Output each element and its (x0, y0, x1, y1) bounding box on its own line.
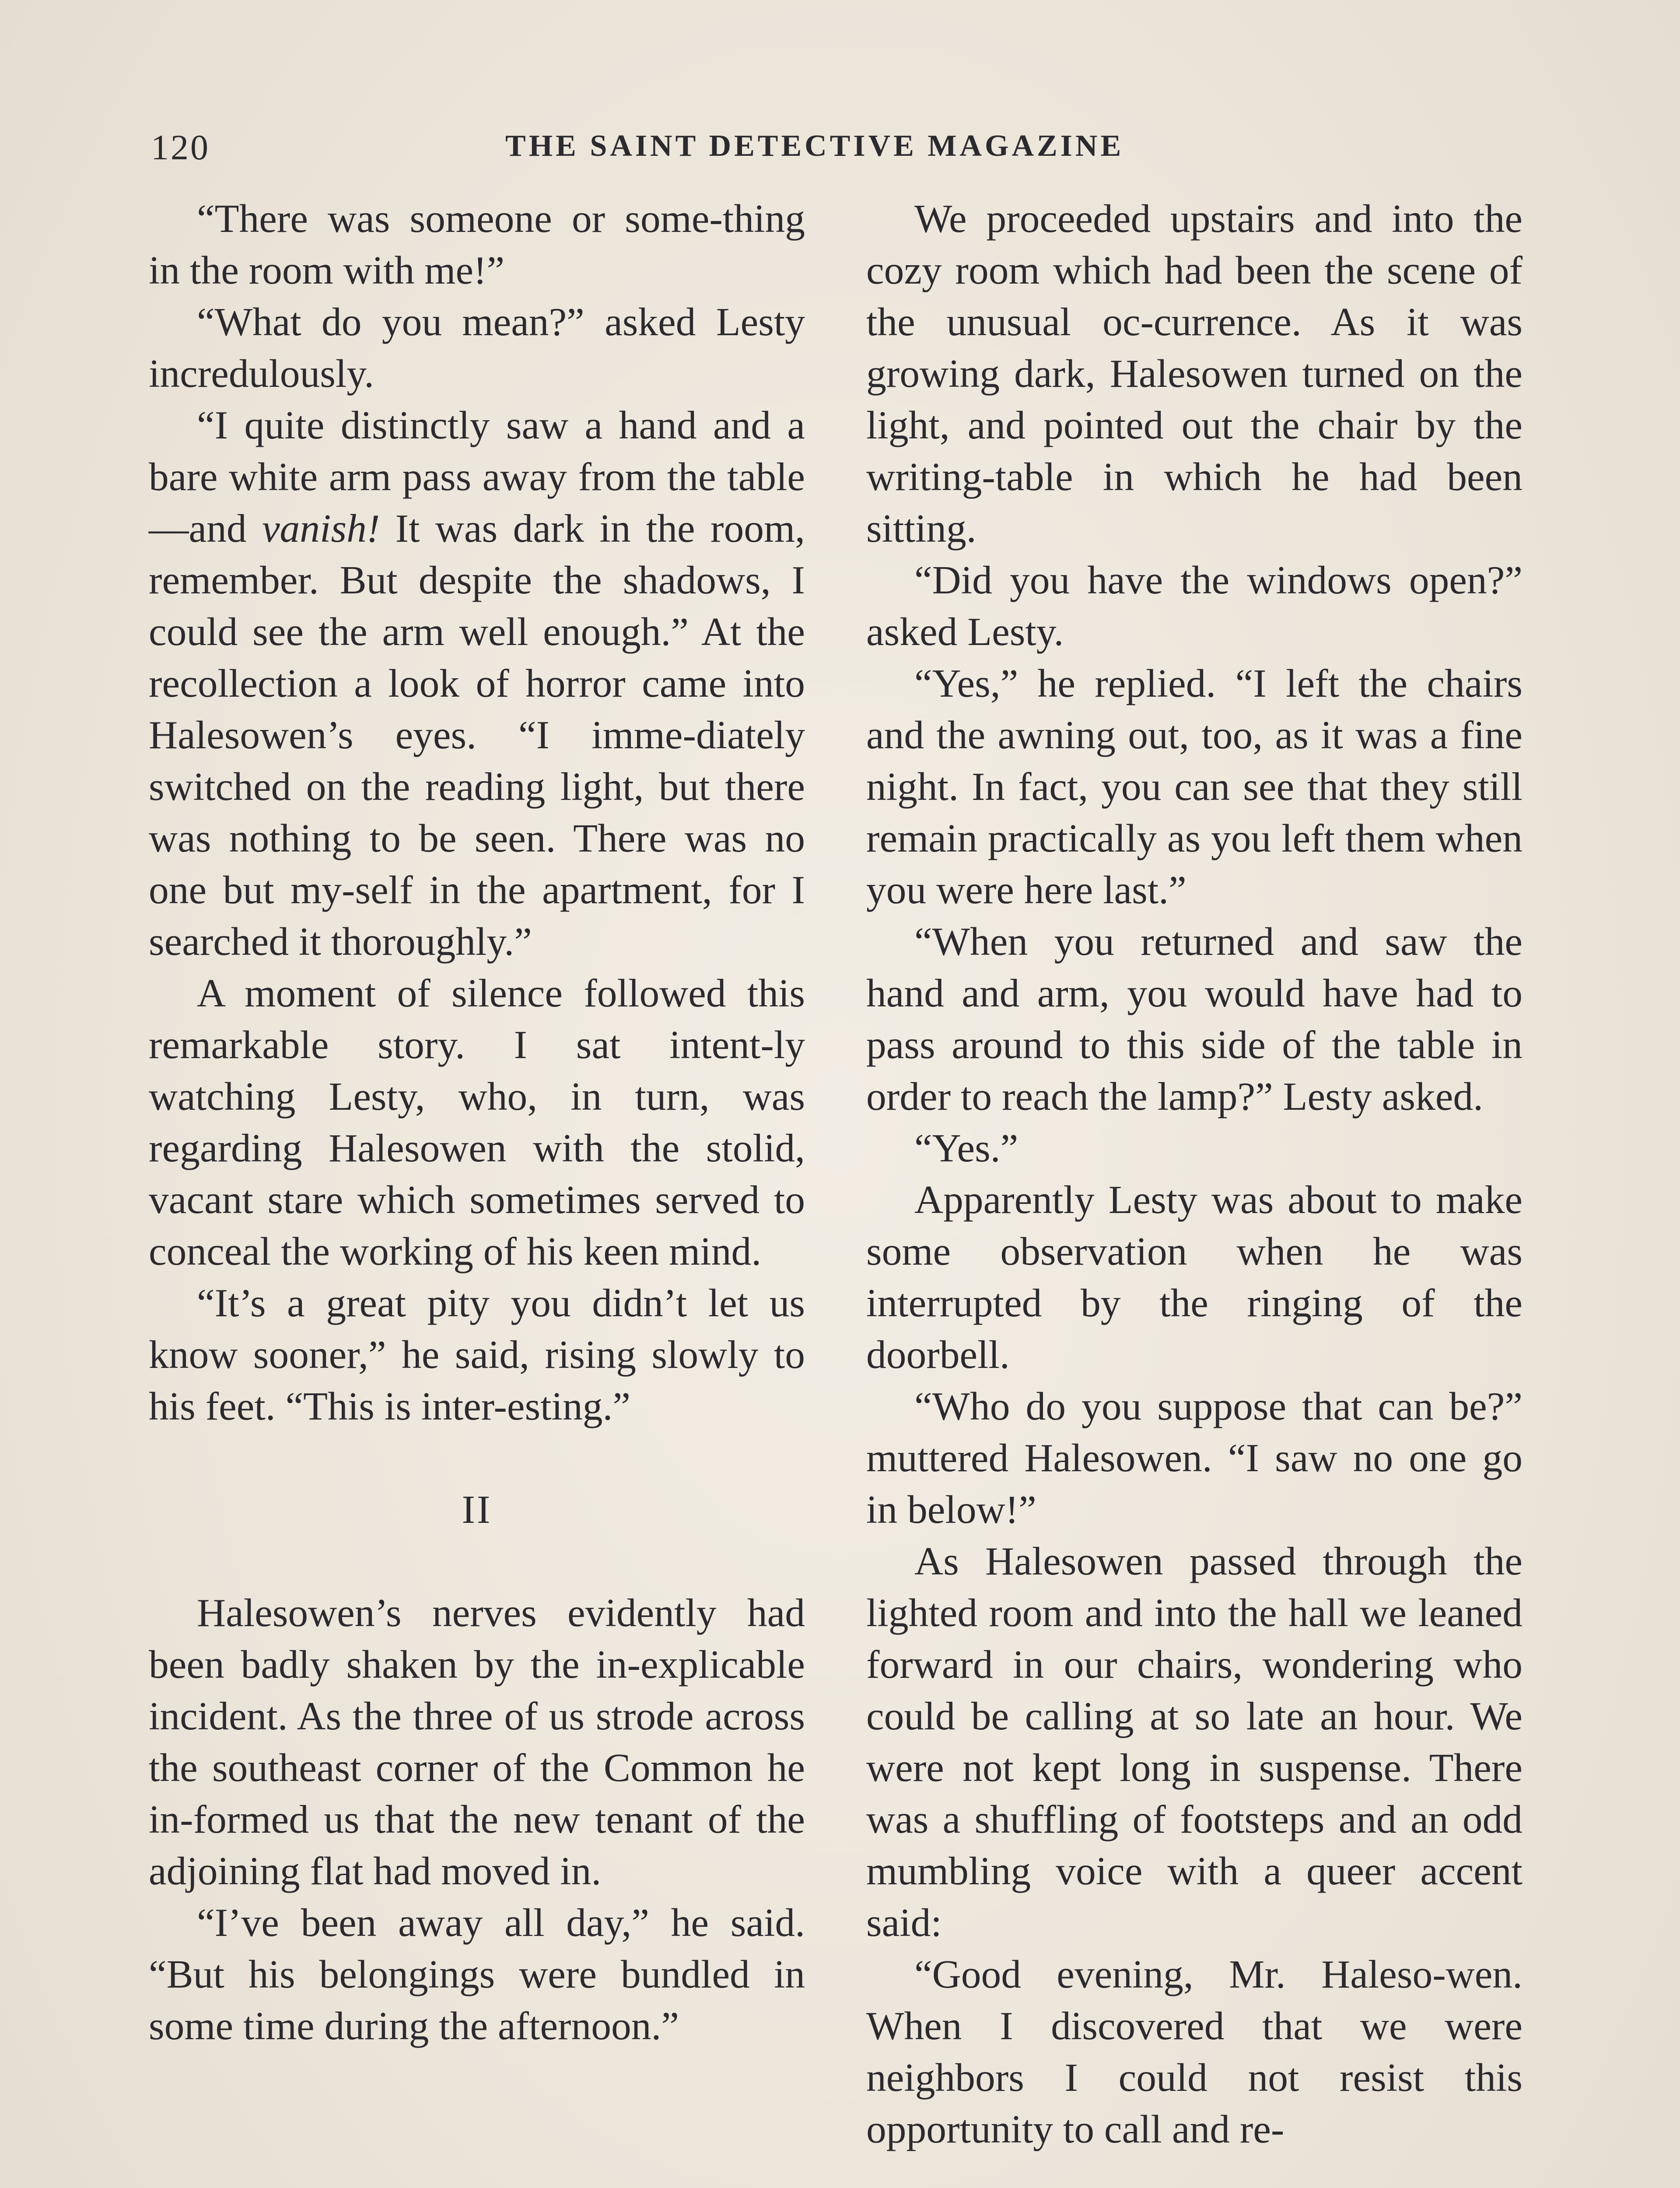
paragraph: Apparently Lesty was about to make some observation when he was interrupted by the ringing of the doorbell. (866, 1177, 1522, 1377)
paragraph: A moment of silence followed this remarkable story. I sat intent-ly watching Lesty, who, in turn, was regarding Halesowen with the stolid, vacant stare which sometimes served to conceal the working of his keen mind. (149, 971, 805, 1273)
left-column (149, 193, 805, 2051)
page-header (151, 127, 1529, 175)
section-heading: II (462, 1487, 492, 1532)
paragraph: Halesowen’s nerves evidently had been badly shaken by the in-explicable incident. As the three of us strode across the southeast corner of the Common he in-formed us that the new tenant of the adjoining flat had moved in. (149, 1590, 805, 1893)
paragraph (149, 399, 805, 967)
paragraph: “It’s a great pity you didn’t let us know sooner,” he said, rising slowly to his feet. “This is inter-esting.” (149, 1280, 805, 1428)
paragraph: “What do you mean?” asked Lesty incredulously. (149, 299, 805, 396)
paragraph: “Good evening, Mr. Haleso-wen. When I discovered that we were neighbors I could not resist this opportunity to call and re- (866, 1952, 1522, 2151)
paragraph: “Who do you suppose that can be?” muttered Halesowen. “I saw no one go in below!” (866, 1384, 1522, 1532)
paragraph: As Halesowen passed through the lighted room and into the hall we leaned forward in our chairs, wondering who could be calling at so late an hour. We were not kept long in suspense. There was a shuffling of footsteps and an odd mumbling voice with a queer accent said: (866, 1539, 1522, 1945)
paragraph: “Did you have the windows open?” asked Lesty. (866, 558, 1522, 654)
running-title: THE SAINT DETECTIVE MAGAZINE (505, 129, 1124, 163)
paragraph: “There was someone or some-thing in the room with me!” (149, 196, 805, 292)
emphasized-word: vanish! (262, 506, 380, 551)
page-number: 120 (151, 127, 210, 167)
right-column (866, 193, 1522, 2155)
paragraph-text: “I quite distinctly saw a hand and a bare white arm pass away from the table—and (149, 403, 805, 551)
paragraph-text: It was dark in the room, remember. But despite the shadows, I could see the arm well enough.” At the recollection a look of horror came into Halesowen’s eyes. “I imme-diately switched on the reading light, but there was nothing to be seen. There was no one but my-self in the apartment, for I searched it thoroughly.” (149, 506, 805, 964)
paragraph: “When you returned and saw the hand and arm, you would have had to pass around to this side of the table in order to reach the lamp?” Lesty asked. (866, 919, 1522, 1119)
paragraph: “I’ve been away all day,” he said. “But his belongings were bundled in some time during the afternoon.” (149, 1900, 805, 2048)
paragraph: “Yes.” (914, 1126, 1018, 1170)
paragraph: “Yes,” he replied. “I left the chairs and the awning out, too, as it was a fine night. In fact, you can see that they still remain practically as you left them when you were here last.” (866, 661, 1522, 912)
paragraph: We proceeded upstairs and into the cozy room which had been the scene of the unusual oc-currence. As it was growing dark, Halesowen turned on the light, and pointed out the chair by the writing-table in which he had been sitting. (866, 196, 1522, 551)
